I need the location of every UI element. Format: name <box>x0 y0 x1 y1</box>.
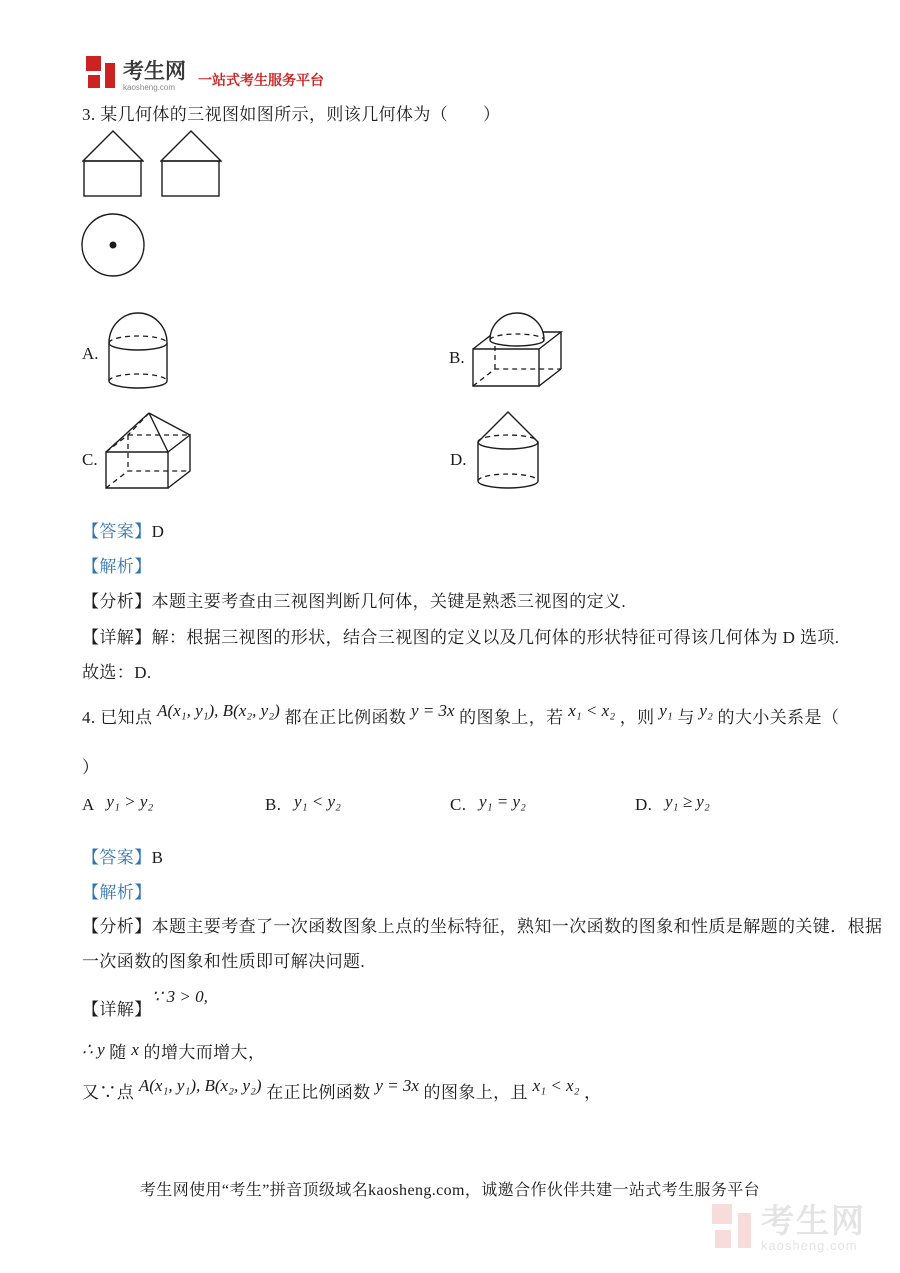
q3-option-b-figure-cuboid-hemisphere <box>472 309 564 389</box>
answer-value: B <box>151 848 164 867</box>
q4-text: 随 <box>109 1043 127 1062</box>
q4-option-c-label: C. <box>450 795 467 814</box>
q4-option-b-label: B. <box>265 795 282 814</box>
jiexi-label: 【解析】 <box>82 883 152 902</box>
q4-text: 与 <box>677 708 695 727</box>
logo-domain: kaosheng.com <box>123 83 176 92</box>
top-view-circle-figure <box>79 211 147 279</box>
q3-option-c-figure-prism-pyramid <box>104 410 194 490</box>
q4-math-x-inequality: x₁ < x₂ <box>532 1076 580 1095</box>
q4-jiexi-line <box>82 878 152 903</box>
answer-label: 【答案】 <box>82 848 152 867</box>
q4-option-c-math: y₁ = y₂ <box>479 792 526 811</box>
xiangjie-label: 【详解】 <box>82 1000 152 1019</box>
q4-math-x-inequality: x₁ < x₂ <box>568 701 616 720</box>
q4-detail-line-3 <box>82 1078 602 1103</box>
watermark-text-column <box>761 1204 866 1252</box>
q3-option-c-label: C. <box>82 450 98 469</box>
q4-text: 又∵点 <box>82 1083 135 1102</box>
q3-answer-line <box>82 517 164 542</box>
q4-text: 在正比例函数 <box>266 1083 371 1102</box>
q4-math-therefore-y: ∴ y <box>82 1040 105 1059</box>
q4-option-b <box>265 792 341 815</box>
q3-jiexi-line <box>82 552 152 577</box>
kaosheng-logo-icon <box>86 56 118 92</box>
watermark-block <box>712 1204 732 1224</box>
q4-text: 都在正比例函数 <box>284 708 407 727</box>
side-view-house-figure <box>160 129 222 199</box>
q4-option-d-label: D. <box>635 795 653 814</box>
q4-option-d-math: y₁ ≥ y₂ <box>664 792 710 811</box>
q3-fenxi-line: 【分析】本题主要考查由三视图判断几何体，关键是熟悉三视图的定义. <box>82 592 627 611</box>
watermark-domain: kaosheng.com <box>761 1238 858 1253</box>
q4-math-y1: y₁ <box>659 701 673 720</box>
q4-xiangjie-line <box>82 987 208 1020</box>
q4-math-points: A(x₁, y₁), B(x₂, y₂) <box>138 1076 262 1095</box>
q4-option-a <box>82 792 154 815</box>
q4-stem <box>82 703 839 728</box>
q4-text: 4. 已知点 <box>82 708 153 727</box>
q3-option-d-figure-cylinder-cone <box>475 410 541 492</box>
q4-text: 的大小关系是（ <box>717 708 840 727</box>
q4-answer-line <box>82 843 163 868</box>
q4-fenxi-line-1: 【分析】本题主要考查了一次函数图象上点的坐标特征，熟知一次函数的图象和性质是解题的关键．根据 <box>82 917 883 936</box>
kaosheng-watermark-icon <box>712 1204 754 1252</box>
q4-text: 的图象上，若 <box>459 708 564 727</box>
q3-conclusion-line: 故选：D. <box>82 663 152 682</box>
q4-math-x: x <box>131 1040 139 1059</box>
q4-text: 的图象上，且 <box>423 1083 528 1102</box>
q4-math-y2: y₂ <box>699 701 713 720</box>
jiexi-label: 【解析】 <box>82 557 152 576</box>
kaosheng-logo <box>86 56 324 92</box>
kaosheng-watermark <box>712 1204 866 1252</box>
q4-text: ，则 <box>619 708 655 727</box>
q4-math-because: ∵ 3 > 0, <box>151 987 208 1006</box>
front-view-house-figure <box>82 129 144 199</box>
q4-option-b-math: y₁ < y₂ <box>294 792 341 811</box>
q3-option-b-label: B. <box>449 348 465 367</box>
q4-math-points: A(x₁, y₁), B(x₂, y₂) <box>157 701 280 720</box>
q4-option-d <box>635 792 710 815</box>
q3-option-a-figure-cylinder-hemisphere <box>106 310 170 392</box>
logo-block <box>105 63 115 88</box>
q4-option-a-math: y₁ > y₂ <box>106 792 154 811</box>
watermark-block <box>715 1230 731 1248</box>
q4-option-a-label: A <box>82 795 94 814</box>
answer-label: 【答案】 <box>82 522 152 541</box>
q4-fenxi-line-2: 一次函数的图象和性质即可解决问题. <box>82 952 366 971</box>
q4-math-function: y = 3x <box>410 701 455 720</box>
q4-text: 的增大而增大， <box>143 1043 266 1062</box>
logo-block <box>88 75 100 88</box>
logo-block <box>86 56 101 71</box>
q4-text: ， <box>584 1083 602 1102</box>
q4-math-function: y = 3x <box>375 1076 419 1095</box>
q4-option-c <box>450 792 526 815</box>
q3-option-d-label: D. <box>450 450 467 469</box>
logo-slogan: 一站式考生服务平台 <box>198 72 324 88</box>
q3-option-a-label: A. <box>82 344 99 363</box>
logo-text-column <box>123 61 186 92</box>
watermark-block <box>738 1213 751 1248</box>
q4-detail-line-2 <box>82 1038 265 1063</box>
logo-site-name: 考生网 <box>123 60 186 83</box>
q4-close-paren: ） <box>82 758 100 777</box>
answer-value: D <box>151 522 165 541</box>
q3-stem: 3. 某几何体的三视图如图所示，则该几何体为（ ） <box>82 105 501 124</box>
q3-xiangjie-line: 【详解】解：根据三视图的形状，结合三视图的定义以及几何体的形状特征可得该几何体为 D 选项. <box>82 628 840 647</box>
footer-text: 考生网使用“考生”拼音顶级域名kaosheng.com，诚邀合作伙伴共建一站式考生服务平台 <box>139 1182 761 1199</box>
watermark-site-name: 考生网 <box>761 1202 866 1239</box>
